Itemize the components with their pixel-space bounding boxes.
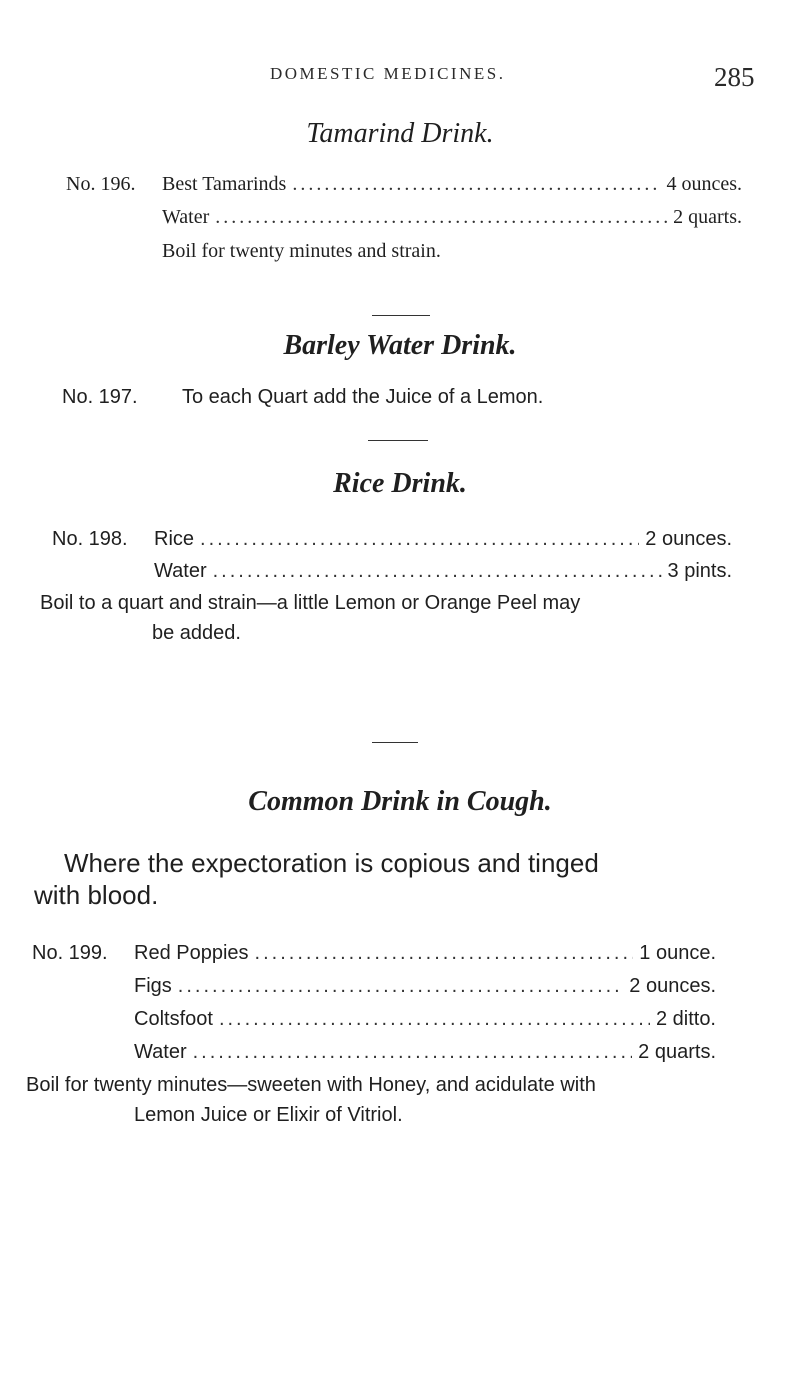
ingredient-quantity: 2 ditto.: [655, 1008, 716, 1030]
ingredient-row: [134, 942, 716, 965]
ingredient-quantity: 4 ounces.: [666, 173, 742, 195]
ingredient-quantity: 2 quarts.: [638, 1041, 716, 1063]
recipe-number-198: No. 198.: [52, 528, 128, 550]
leader-dots: [193, 1041, 633, 1064]
recipe-title-cough-drink: Common Drink in Cough.: [248, 786, 552, 817]
page-number: 285: [714, 62, 755, 92]
recipe-directions-line-2: Lemon Juice or Elixir of Vitriol.: [134, 1104, 403, 1126]
ingredient-row: [134, 1041, 716, 1064]
section-divider: [368, 440, 428, 441]
recipe-number-197: No. 197.: [62, 386, 138, 408]
ingredient-name: Figs: [134, 975, 172, 997]
ingredient-quantity: 2 quarts.: [673, 206, 742, 228]
running-head: DOMESTIC MEDICINES.: [270, 64, 506, 83]
ingredient-name: Water: [154, 560, 207, 582]
recipe-directions-line-1: Boil for twenty minutes—sweeten with Honey, and acidulate with: [26, 1074, 596, 1096]
section-divider: [372, 315, 430, 316]
ingredient-quantity: 2 ounces.: [645, 528, 732, 550]
ingredient-name: Red Poppies: [134, 942, 249, 964]
ingredient-name: Best Tamarinds: [162, 173, 287, 195]
ingredient-row: [162, 206, 742, 229]
section-divider: [372, 742, 418, 743]
recipe-text: To each Quart add the Juice of a Lemon.: [182, 386, 544, 408]
ingredient-quantity: 3 pints.: [667, 560, 732, 582]
leader-dots: [292, 173, 660, 196]
ingredient-row: [154, 528, 732, 551]
recipe-title-barley-water: Barley Water Drink.: [283, 330, 517, 361]
leader-dots: [215, 206, 667, 229]
ingredient-row: [134, 975, 716, 998]
leader-dots: [219, 1008, 650, 1031]
recipe-number-196: No. 196.: [66, 173, 136, 195]
ingredient-name: Water: [162, 206, 210, 228]
recipe-directions-line-1: Boil to a quart and strain—a little Lemon or Orange Peel may: [40, 592, 581, 614]
ingredient-quantity: 1 ounce.: [639, 942, 716, 964]
leader-dots: [178, 975, 623, 998]
leader-dots: [213, 560, 662, 583]
ingredient-name: Coltsfoot: [134, 1008, 213, 1030]
recipe-title-tamarind: Tamarind Drink.: [306, 118, 494, 149]
leader-dots: [200, 528, 639, 551]
leader-dots: [255, 942, 634, 965]
ingredient-name: Water: [134, 1041, 187, 1063]
ingredient-name: Rice: [154, 528, 195, 550]
recipe-title-rice: Rice Drink.: [333, 468, 467, 499]
ingredient-row: [154, 560, 732, 583]
ingredient-row: [134, 1008, 716, 1031]
recipe-number-199: No. 199.: [32, 942, 108, 964]
recipe-directions: Boil for twenty minutes and strain.: [162, 240, 441, 262]
intro-line-1: Where the expectoration is copious and tinged: [64, 848, 599, 878]
intro-line-2: with blood.: [34, 880, 159, 910]
recipe-directions-line-2: be added.: [152, 622, 241, 644]
ingredient-row: [162, 173, 742, 196]
ingredient-quantity: 2 ounces.: [629, 975, 716, 997]
